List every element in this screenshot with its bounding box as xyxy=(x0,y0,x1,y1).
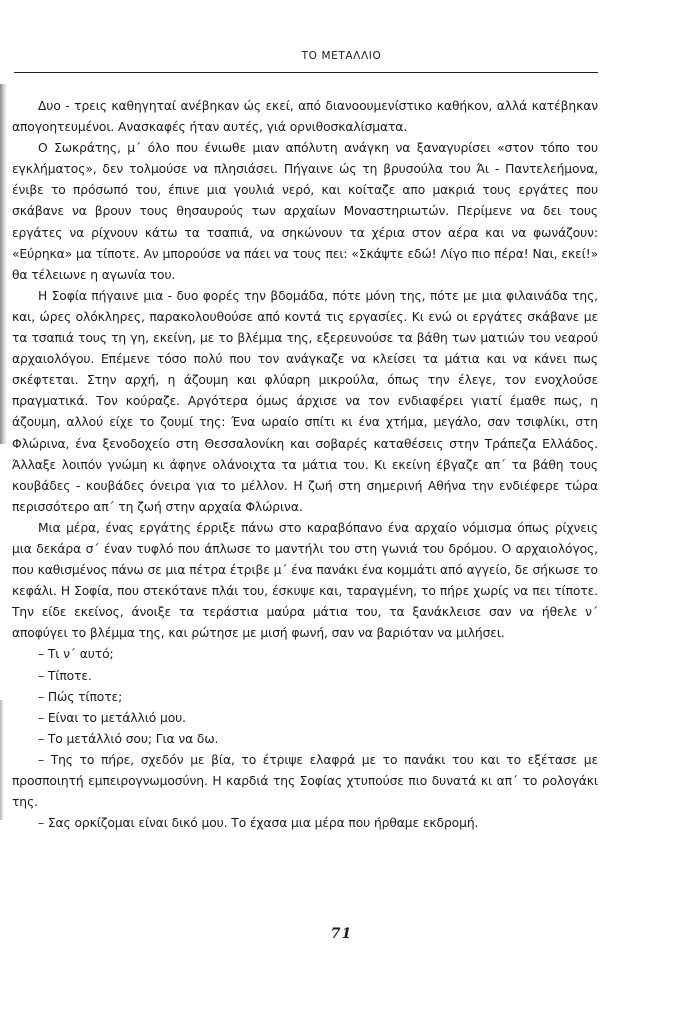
paragraph: Η Σοφία πήγαινε μια - δυο φορές την βδομάδα, πότε μόνη της, πότε με μια φιλαινάδα της, και, ώρες ολόκληρες, παρακολουθούσε από κοντά τις εργασίες. Κι ενώ οι εργάτες σκάβανε με τα τσαπιά τους τη γη, εκείνη, με το βλέμμα της, εξερευνούσε τα βάθη των ματιών του νεαρού αρχαιολόγου. Επέμενε τόσο πολύ που τον ανάγκαζε να κλείσει τα μάτια και να κάνει πως σκέφτεται. Στην αρχή, η άζουμη και φλύαρη μικρούλα, όπως την έλεγε, τον ενοχλούσε πραγματικά. Τον κούραζε. Αργότερα όμως άρχισε να τον ενδιαφέρει γιατί έμαθε πως, η άζουμη, αλλού είχε το ζουμί της: Ένα ωραίο σπίτι κι ένα χτήμα, μεγάλο, σαν τσιφλίκι, στη Φλώρινα, ένα ξενοδοχείο στη Θεσσαλονίκη και σοβαρές καταθέσεις στην Τράπεζα Ελλάδος. Άλλαξε λοιπόν γνώμη κι άφηνε ολάνοιχτα τα μάτια του. Κι εκείνη έβγαζε απ΄ τα βάθη τους κουβάδες - κουβάδες όνειρα για το μέλλον. Η ζωή στη σημερινή Αθήνα την ενδιέφερε τώρα περισσότερο απ΄ τη ζωή στην αρχαία Φλώρινα. xyxy=(12,288,598,514)
paragraph: Ο Σωκράτης, μ΄ όλο που ένιωθε μιαν απόλυτη ανάγκη να ξαναγυρίσει «στον τόπο του εγκλήματος», δεν τολμούσε να πλησιάσει. Πήγαινε ώς τη βρυσούλα του Άι - Παντελεήμονα, ένιβε το πρόσωπό του, έπινε μια γουλιά νερό, και κοίταζε απο μακριά τους εργάτες που σκάβανε να βρουν τους θησαυρούς των αρχαίων Μοναστηριωτών. Περίμενε να δει τους εργάτες να ρίχνουν κάτω τα τσαπιά, να σηκώνουν τα χέρια στον αέρα και να φωνάζουν: «Εύρηκα» μα τίποτε. Αν μπορούσε να πάει να τους πει: «Σκάψτε εδώ! Λίγο πιο πέρα! Ναι, εκεί!» θα τέλειωνε η αγωνία του. xyxy=(12,141,598,282)
page-number: 71 xyxy=(330,926,353,942)
dialogue-line: – Σας ορκίζομαι είναι δικό μου. Το έχασα μια μέρα που ήρθαμε εκδρομή. xyxy=(38,816,479,831)
dialogue-line: – Της το πήρε, σχεδόν με βία, το έτριψε ελαφρά με το πανάκι του και το εξέτασε με προσποιητή εμπειρογνωμοσύνη. Η καρδιά της Σοφίας χτυπούσε πιο δυνατά κι απ΄ το ρολογάκι της. xyxy=(12,752,598,810)
dialogue-line: – Τίποτε. xyxy=(38,668,92,683)
paragraph: Μια μέρα, ένας εργάτης έρριξε πάνω στο καραβόπανο ένα αρχαίο νόμισμα όπως ρίχνεις μια δεκάρα σ΄ έναν τυφλό που άπλωσε το μαντήλι του στη γωνιά του δρόμου. Ο αρχαιολόγος, που καθισμένος πάνω σε μια πέτρα έτριβε μ΄ ένα πανάκι ένα κομμάτι από αγγείο, δε σήκωσε το κεφάλι. Η Σοφία, που στεκότανε πλάι του, έσκυψε και, ταραγμένη, το πήρε χωρίς να πει τίποτε. Την είδε εκείνος, άνοιξε τα τεράστια μαύρα μάτια του, τα ξανάκλεισε σαν να ήθελε ν΄ αποφύγει το βλέμμα της, και ρώτησε με μισή φωνή, σαν να βαριόταν να μιλήσει. xyxy=(12,520,598,641)
dialogue-line: – Το μετάλλιό σου; Για να δω. xyxy=(38,731,219,746)
dialogue-line: – Είναι το μετάλλιό μου. xyxy=(38,710,186,725)
scan-shadow-edge-lower xyxy=(0,700,4,820)
paragraph: Δυο - τρεις καθηγηταί ανέβηκαν ώς εκεί, από διανοουμενίστικο καθήκον, αλλά κατέβηκαν απογοητευμένοι. Ανασκαφές ήταν αυτές, γιά ορνιθοσκαλίσματα. xyxy=(12,99,598,135)
header-rule xyxy=(14,72,598,73)
running-header: ΤΟ ΜΕΤΑΛΛΙΟ xyxy=(301,50,382,62)
body-text xyxy=(12,96,598,834)
dialogue-line: – Πώς τίποτε; xyxy=(38,689,123,704)
dialogue-line: – Τι ν΄ αυτό; xyxy=(38,647,114,662)
scan-shadow-edge xyxy=(0,84,7,444)
